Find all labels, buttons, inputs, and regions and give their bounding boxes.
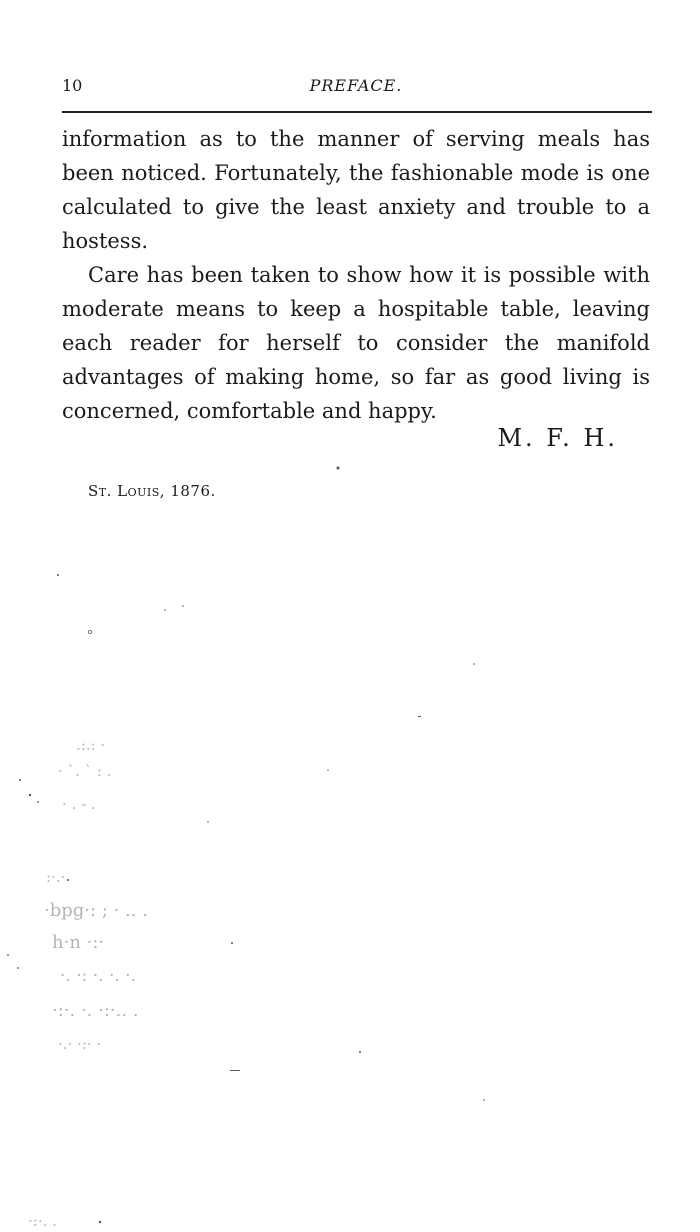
bleed-through-mark: ·bpg·: ; · .. .: [44, 900, 148, 921]
bleed-through-mark: · . - .: [62, 795, 96, 813]
bleed-through-mark: ·:·. ·. ·:·.. .: [52, 1000, 139, 1021]
year: 1876.: [170, 482, 216, 500]
place-date: [88, 482, 216, 500]
place: St. Louis,: [88, 482, 166, 500]
page-number: 10: [62, 76, 83, 95]
bleed-through-mark: · `. ` : .: [58, 762, 112, 780]
bleed-through-mark: .:.: ·: [76, 736, 106, 754]
paragraph: Care has been taken to show how it is possible with moderate means to keep a hospitable table, leaving each reader for herself to consider the manifold advantages of making home, so far as good living is concerned, comfortable and happy.: [62, 263, 650, 423]
running-title: PREFACE.: [309, 76, 403, 95]
bleed-through-mark: ·. ·: ·. ·. ·.: [60, 966, 136, 986]
running-head: [62, 76, 650, 100]
bleed-through-mark: ·.· ·:· ·: [58, 1035, 102, 1053]
author-initials: M. F. H.: [497, 424, 618, 452]
paragraph: information as to the manner of serving meals has been noticed. Fortunately, the fashionable mode is one calculated to give the least anxiety and trouble to a hostess.: [62, 127, 650, 253]
bleed-through-mark: h·n ·:·: [52, 932, 105, 953]
bleed-through-mark: ·:·. .: [28, 1212, 57, 1230]
bleed-through-mark: :·.·: [46, 868, 66, 886]
preface-text: [62, 122, 650, 428]
header-rule: [62, 111, 652, 113]
